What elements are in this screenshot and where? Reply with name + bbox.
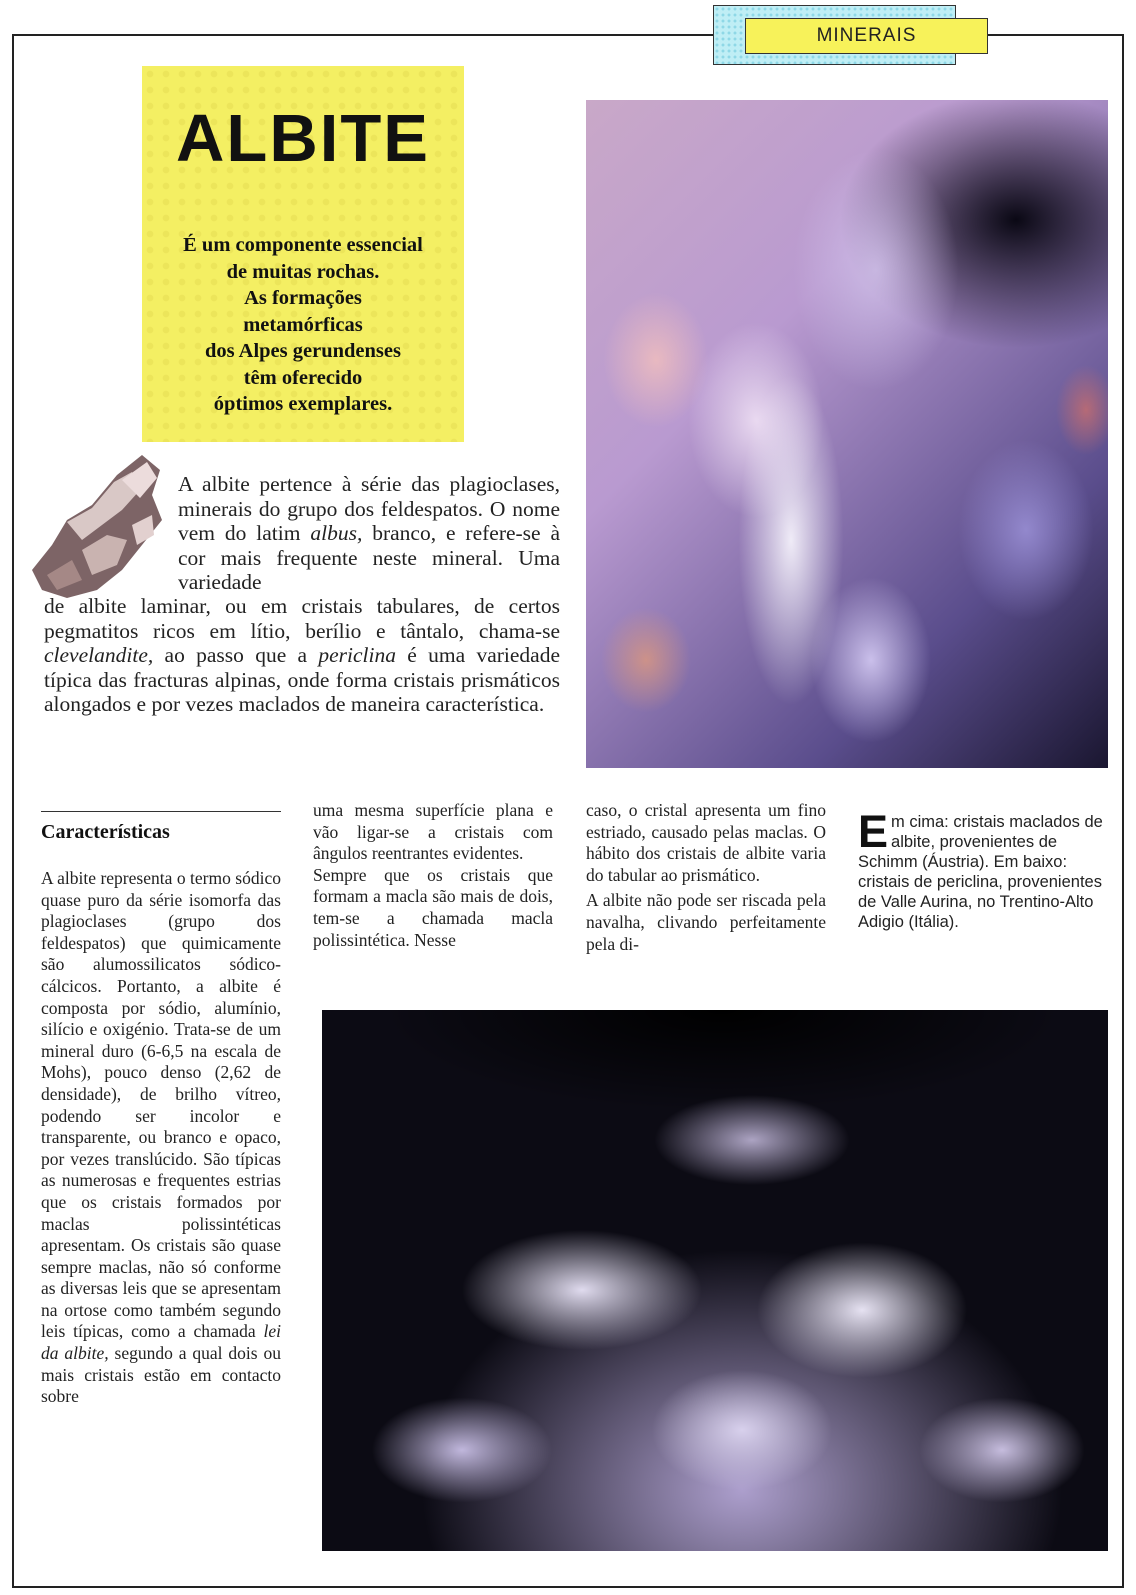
caption-text: m cima: cristais maclados de albite, provenientes de Schimm (Áustria). Em baixo: cristais de periclina, provenientes de Valle Aurina, no Trentino-Alto Adigio (Itália). bbox=[858, 813, 1103, 931]
section-tab bbox=[745, 18, 988, 54]
column-2-paragraph-2: Sempre que os cristais que formam a macla são mais de dois, tem-se a chamada macla polissintética. Nesse bbox=[313, 864, 553, 950]
column-2 bbox=[313, 800, 553, 951]
term-clevelandite: clevelandite, bbox=[44, 643, 154, 668]
main-text: é uma variedade típica das fracturas alpinas, onde forma cristais prismáticos alongados e por vezes maclados de maneira característica. bbox=[44, 643, 560, 717]
column-1-paragraph bbox=[41, 868, 281, 1408]
section-tab-label: MINERAIS bbox=[816, 25, 917, 46]
intro-line: É um componente essencial bbox=[183, 234, 423, 256]
term-periclina: periclina bbox=[318, 643, 396, 668]
column-2-paragraph-1: uma mesma superfície plana e vão ligar-se a cristais com ângulos reentrantes evidentes. bbox=[313, 800, 553, 864]
caption-dropcap: E bbox=[858, 806, 889, 857]
column-text: segundo a qual dois ou mais cristais estão em contacto sobre bbox=[41, 1343, 282, 1407]
main-text: ao passo que a bbox=[164, 643, 308, 668]
page-border-top-left bbox=[12, 34, 715, 36]
page-border-bottom bbox=[12, 1586, 1124, 1588]
intro-line: óptimos exemplares. bbox=[213, 393, 393, 415]
column-3 bbox=[586, 800, 826, 955]
main-text: branco, e refere-se à cor mais frequente neste mineral. Uma variedade bbox=[178, 521, 561, 595]
main-paragraph-top bbox=[178, 472, 560, 595]
photo-caption bbox=[858, 806, 1106, 932]
column-3-paragraph-1: caso, o cristal apresenta um fino estriado, causado pelas maclas. O hábito dos cristais de albite varia do tabular ao prismático. bbox=[586, 800, 826, 885]
column-3-paragraph-2: A albite não pode ser riscada pela navalha, clivando perfeitamente pela di- bbox=[586, 890, 826, 954]
main-text: A albite pertence à série das plagioclases, minerais do grupo dos feldespatos. O nome vem do latim bbox=[178, 472, 560, 546]
term-albus: albus, bbox=[310, 521, 363, 546]
albite-crystals-photo bbox=[586, 100, 1108, 768]
intro-line: de muitas rochas. bbox=[226, 260, 380, 283]
intro-text bbox=[142, 232, 464, 418]
section-divider bbox=[41, 811, 281, 812]
albite-specimen-image bbox=[22, 450, 167, 600]
page-border-right bbox=[1122, 34, 1124, 1587]
periclina-crystals-photo bbox=[322, 1010, 1108, 1551]
page-border-top-right bbox=[988, 34, 1124, 36]
title-box bbox=[142, 66, 464, 442]
page-title: ALBITE bbox=[176, 101, 430, 176]
characteristics-heading: Características bbox=[41, 821, 170, 843]
intro-line: dos Alpes gerundenses bbox=[205, 340, 401, 362]
main-text: de albite laminar, ou em cristais tabulares, de certos pegmatitos ricos em lítio, berílio e tântalo, chama-se bbox=[44, 594, 560, 643]
term-lei-da-albite: lei da albite, bbox=[41, 1321, 282, 1364]
column-text: A albite representa o termo sódico quase puro da série isomorfa das plagioclases (grupo dos feldespatos) que quimicamente são alumossilicatos sódico-cálcicos. Portanto, a albite é composta por sódio, alumínio, silício e oxigénio. Trata-se de um mineral duro (6-6,5 na escala de Mohs), pouco denso (2,62 de densidade), de brilho vítreo, podendo ser incolor e transparente, ou branco e opaco, por vezes translúcido. São típicas as numerosas e frequentes estrias que os cristais formados por maclas polissintéticas apresentam. Os cristais são quase sempre maclas, não só conforme as diversas leis que se apresentam na ortose como também segundo leis típicas, como a chamada bbox=[41, 868, 281, 1342]
page-border-left bbox=[12, 34, 14, 1587]
intro-line: têm oferecido bbox=[243, 366, 363, 389]
intro-line: As formações bbox=[244, 287, 362, 309]
main-paragraph-bottom bbox=[44, 594, 560, 717]
intro-line: metamórficas bbox=[243, 313, 363, 336]
column-1 bbox=[41, 868, 281, 1408]
